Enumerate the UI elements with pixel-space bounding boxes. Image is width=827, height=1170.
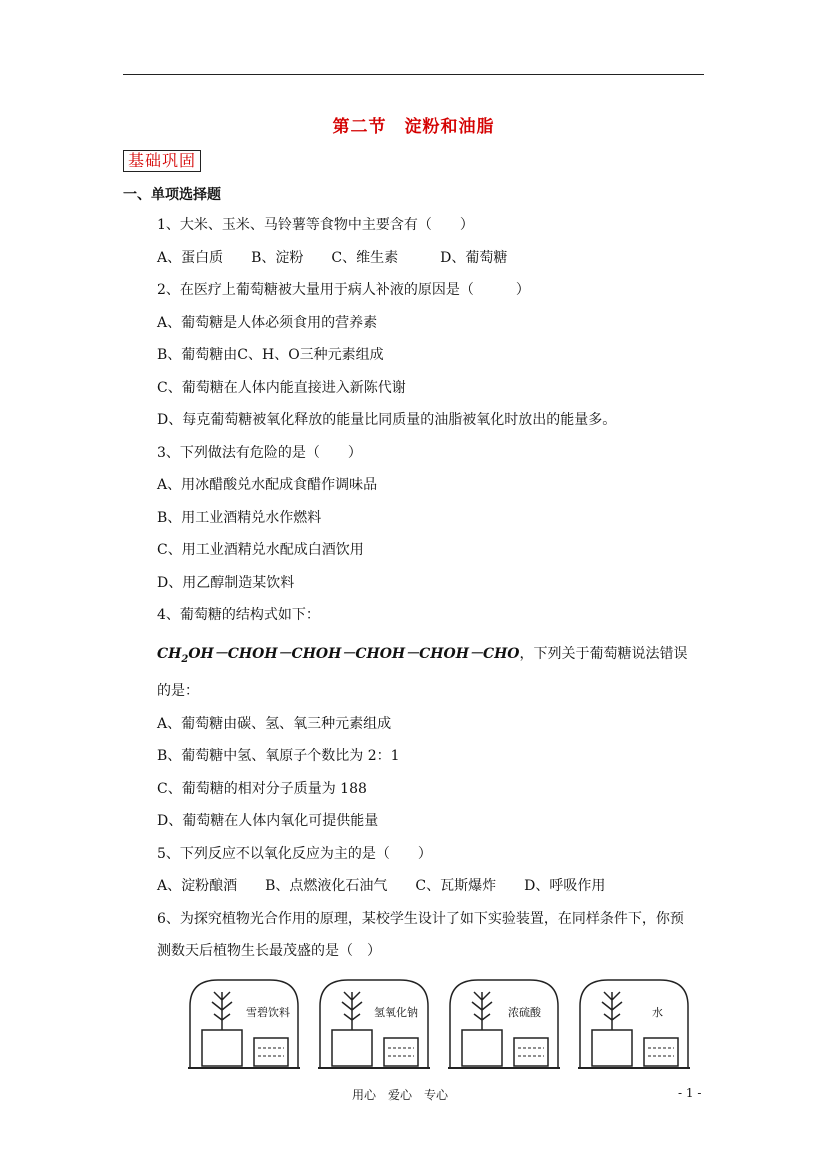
apparatus-figure-c	[448, 978, 560, 1070]
figure-a-label: 雪碧饮料	[246, 1006, 290, 1019]
figure-c-label: 浓硫酸	[508, 1006, 541, 1019]
question-3-option-c: C、用工业酒精兑水配成白酒饮用	[157, 542, 364, 558]
question-6-continued: 测数天后植物生长最茂盛的是（ ）	[157, 943, 381, 959]
question-2-option-d: D、每克葡萄糖被氧化释放的能量比同质量的油脂被氧化时放出的能量多。	[157, 412, 617, 428]
header-rule	[123, 74, 704, 75]
formula-trailing-text: ，下列关于葡萄糖说法错误	[519, 646, 688, 662]
question-4-continued: 的是：	[157, 683, 199, 699]
page-title: 第二节 淀粉和油脂	[332, 117, 495, 137]
question-6: 6、为探究植物光合作用的原理，某校学生设计了如下实验装置，在同样条件下，你预	[157, 911, 684, 927]
question-4-option-a: A、葡萄糖由碳、氢、氧三种元素组成	[157, 716, 392, 732]
section-badge: 基础巩固	[123, 150, 201, 172]
apparatus-figure-d	[578, 978, 690, 1070]
question-1: 1、大米、玉米、马铃薯等食物中主要含有（ ）	[157, 217, 474, 233]
question-2-option-b: B、葡萄糖由C、H、O三种元素组成	[157, 347, 384, 363]
question-2: 2、在医疗上葡萄糖被大量用于病人补液的原因是（ ）	[157, 282, 530, 298]
bell-jar-illustration	[448, 978, 560, 1070]
formula-subscript: 2	[181, 653, 189, 665]
question-1-options: A、蛋白质 B、淀粉 C、维生素 D、葡萄糖	[157, 250, 508, 266]
question-3-option-d: D、用乙醇制造某饮料	[157, 575, 295, 591]
question-5-options: A、淀粉酿酒 B、点燃液化石油气 C、瓦斯爆炸 D、呼吸作用	[157, 878, 606, 894]
question-3-option-a: A、用冰醋酸兑水配成食醋作调味品	[157, 477, 378, 493]
figure-b-label: 氢氧化钠	[374, 1006, 418, 1019]
bell-jar-illustration	[188, 978, 300, 1070]
question-4: 4、葡萄糖的结构式如下：	[157, 607, 320, 623]
footer-center: 用心 爱心 专心	[352, 1088, 449, 1102]
question-4-option-c: C、葡萄糖的相对分子质量为 188	[157, 781, 367, 797]
question-5: 5、下列反应不以氧化反应为主的是（ ）	[157, 846, 432, 862]
section-heading: 一、单项选择题	[123, 187, 221, 203]
formula-prefix: CH	[157, 646, 182, 662]
question-3: 3、下列做法有危险的是（ ）	[157, 445, 362, 461]
question-3-option-b: B、用工业酒精兑水作燃料	[157, 510, 322, 526]
question-2-option-a: A、葡萄糖是人体必须食用的营养素	[157, 315, 378, 331]
apparatus-figure-a	[188, 978, 300, 1070]
page-number: - 1 -	[678, 1086, 702, 1100]
formula-rest: OH－CHOH－CHOH－CHOH－CHOH－CHO	[188, 646, 520, 662]
bell-jar-illustration	[578, 978, 690, 1070]
apparatus-figure-b	[318, 978, 430, 1070]
bell-jar-illustration	[318, 978, 430, 1070]
glucose-formula	[157, 643, 688, 665]
question-4-option-b: B、葡萄糖中氢、氧原子个数比为 2：1	[157, 748, 400, 764]
figure-d-label: 水	[652, 1006, 663, 1019]
question-4-option-d: D、葡萄糖在人体内氧化可提供能量	[157, 813, 379, 829]
question-2-option-c: C、葡萄糖在人体内能直接进入新陈代谢	[157, 380, 406, 396]
